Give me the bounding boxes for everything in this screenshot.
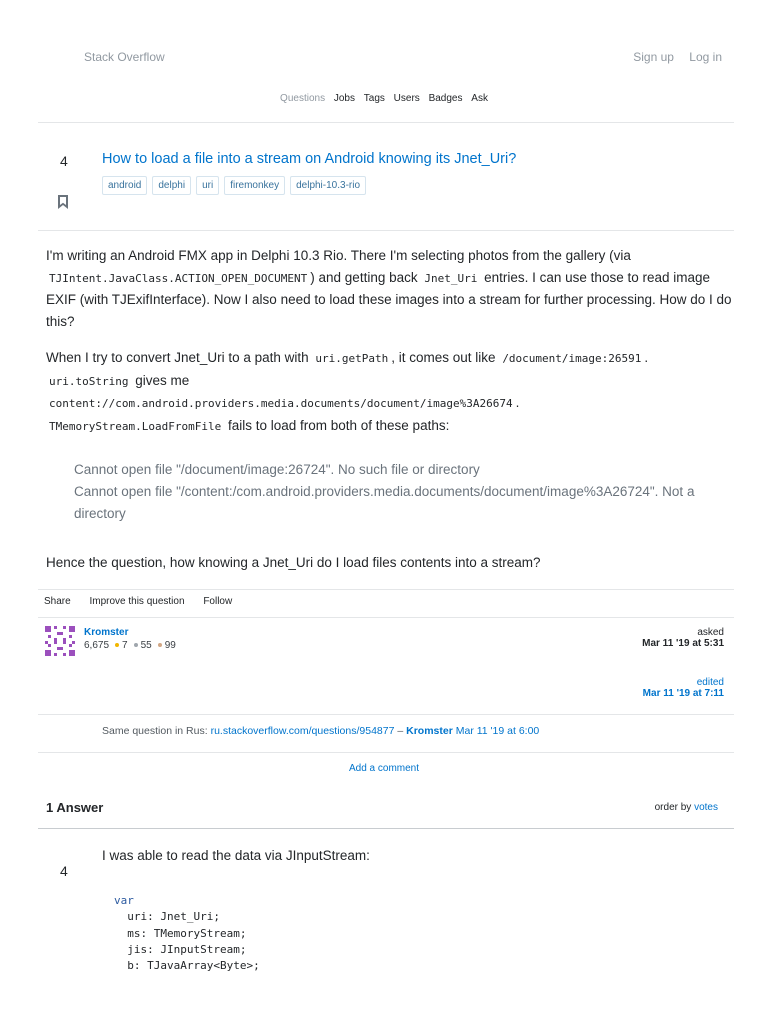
divider [38,617,734,618]
edited-date[interactable]: Mar 11 '19 at 7:11 [642,688,724,699]
error-quote [74,459,734,525]
text: . [515,395,520,410]
nav-users[interactable]: Users [393,93,420,104]
gold-badge-icon [115,643,119,647]
question-paragraph-3: Hence the question, how knowing a Jnet_Uri do I load files contents into a stream? [46,555,541,570]
divider [38,714,734,715]
answer-vote-count: 4 [60,863,68,879]
edited-label[interactable]: edited [696,677,724,688]
divider [38,589,734,590]
code-keyword: var [114,894,134,907]
site-brand[interactable]: Stack Overflow [84,50,165,64]
inline-code: TMemoryStream.LoadFromFile [49,419,222,433]
nav-ask[interactable]: Ask [471,93,488,104]
edited-info[interactable] [643,677,724,699]
bronze-badge-count: 99 [164,640,176,651]
order-label: order by [654,802,692,813]
reputation-score: 6,675 [84,640,110,651]
inline-code: uri.toString [49,374,129,388]
text: I'm writing an Android FMX app in Delphi 10.3 Rio. There I'm selecting photos from the gallery (via [46,248,631,263]
quote-line: Cannot open file "/content:/com.android.providers.media.documents/document/image%3A26724". Not a directory [74,484,695,521]
tag-firemonkey[interactable]: firemonkey [224,176,285,195]
comment-date[interactable]: Mar 11 '19 at 6:00 [455,725,540,737]
text: When I try to convert Jnet_Uri to a path with [46,350,309,365]
nav-tags[interactable]: Tags [363,93,385,104]
question-tags [102,176,366,195]
auth-links [621,50,722,64]
text: ) and getting back [310,269,418,285]
bronze-badge-icon [158,643,162,647]
inline-code: Jnet_Uri [424,271,478,285]
tag-android[interactable]: android [102,176,147,195]
gold-badge-count: 7 [122,640,128,651]
divider [38,230,734,231]
share-link[interactable]: Share [44,596,71,607]
inline-code: TJIntent.JavaClass.ACTION_OPEN_DOCUMENT [49,271,308,285]
question-paragraph-2 [46,347,736,437]
code-block [114,893,260,974]
signup-link[interactable]: Sign up [633,50,674,64]
code-line: ms: TMemoryStream; [127,926,247,940]
code-line: jis: JInputStream; [127,942,247,956]
tag-uri[interactable]: uri [196,176,219,195]
comment [102,725,539,737]
asked-info [642,627,724,649]
code-line: uri: Jnet_Uri; [127,910,220,924]
nav-questions[interactable]: Questions [280,93,326,104]
add-comment-link[interactable]: Add a comment [348,763,420,774]
main-nav [0,93,768,104]
text: . [644,350,649,365]
bookmark-icon[interactable] [58,195,68,209]
follow-link[interactable]: Follow [203,596,233,607]
login-link[interactable]: Log in [689,50,722,64]
quote-line: Cannot open file "/document/image:26724". No such file or directory [74,462,480,477]
user-avatar[interactable] [45,626,75,656]
divider [38,122,734,123]
order-votes-link[interactable]: votes [694,802,718,813]
silver-badge-count: 55 [140,640,152,651]
code-line: b: TJavaArray<Byte>; [127,959,260,973]
post-actions [44,596,248,607]
comment-user[interactable]: Kromster [406,725,453,737]
tag-delphi[interactable]: delphi [152,176,191,195]
text: entries. I can use those to read image EXIF (with TJExifInterface). Now I also need to load these images into a stream for further processing. How do I do this? [46,269,732,329]
text: gives me [135,372,190,388]
text: fails to load from both of these paths: [227,417,450,433]
asked-label: asked [697,627,724,638]
asked-date: Mar 11 '19 at 5:31 [642,638,724,649]
silver-badge-icon [134,643,138,647]
divider [38,752,734,753]
improve-question-link[interactable]: Improve this question [89,596,185,607]
question-title[interactable]: How to load a file into a stream on Android knowing its Jnet_Uri? [102,151,517,167]
order-by [655,802,718,813]
text: , it comes out like [391,350,496,365]
author-name[interactable]: Kromster [84,627,129,638]
author-reputation [84,640,176,651]
inline-code: content://com.android.providers.media.documents/document/image%3A26674 [49,397,513,410]
tag-delphi-10-3-rio[interactable]: delphi-10.3-rio [290,176,366,195]
comment-text: Same question in Rus: [102,725,208,737]
nav-jobs[interactable]: Jobs [333,93,355,104]
divider [38,828,734,829]
inline-code: uri.getPath [315,352,389,365]
nav-badges[interactable]: Badges [428,93,463,104]
answer-text: I was able to read the data via JInputStream: [102,848,370,863]
question-vote-count: 4 [60,153,68,169]
comment-dash: – [397,725,404,737]
answers-header: 1 Answer [46,800,104,815]
question-paragraph-1 [46,245,736,332]
inline-code: /document/image:26591 [502,352,642,365]
comment-link[interactable]: ru.stackoverflow.com/questions/954877 [210,725,395,737]
